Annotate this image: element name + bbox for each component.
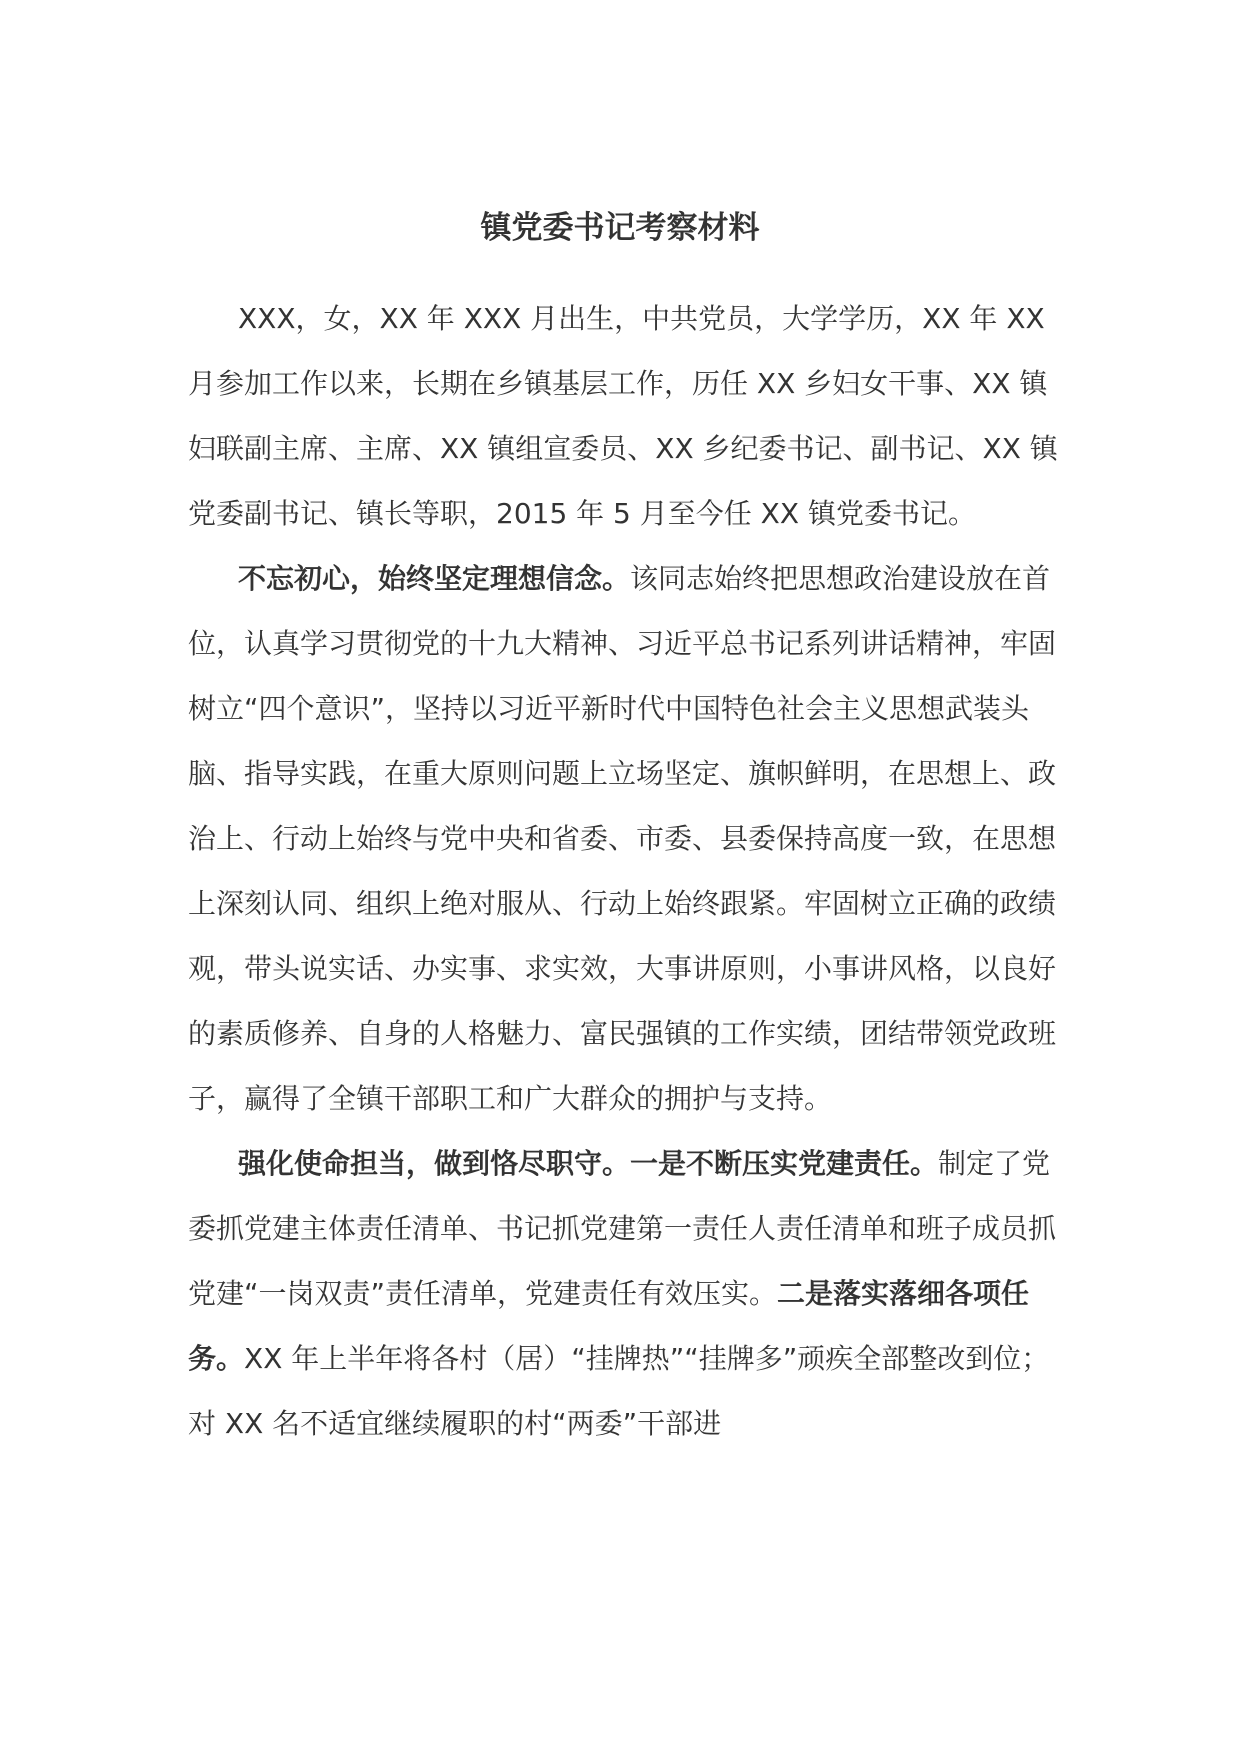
paragraph-mission (188, 1131, 1060, 1456)
document-title: 镇党委书记考察材料 (480, 210, 760, 246)
paragraph-subheading: 二是落实落细各项任务。 (188, 1277, 1030, 1375)
paragraph-ideals (188, 546, 1060, 1131)
paragraph-text: 制定了党委抓党建主体责任清单、书记抓党建第一责任人责任清单和班子成员抓党建“一岗双责”责任清单，党建责任有效压实。 (188, 1147, 1057, 1310)
paragraph-heading: 强化使命担当，做到恪尽职守。一是不断压实党建责任。 (238, 1147, 939, 1180)
paragraph-text: 该同志始终把思想政治建设放在首位，认真学习贯彻党的十九大精神、习近平总书记系列讲话精神，牢固树立“四个意识”，坚持以习近平新时代中国特色社会主义思想武装头脑、指导实践，在重大原则问题上立场坚定、旗帜鲜明，在思想上、政治上、行动上始终与党中央和省委、市委、县委保持高度一致，在思想上深刻认同、组织上绝对服从、行动上始终跟紧。牢固树立正确的政绩观，带头说实话、办实事、求实效，大事讲原则，小事讲风格，以良好的素质修养、自身的人格魅力、富民强镇的工作实绩，团结带领党政班子，赢得了全镇干部职工和广大群众的拥护与支持。 (188, 562, 1057, 1115)
paragraph-heading: 不忘初心，始终坚定理想信念。 (238, 562, 631, 595)
paragraph-text: XXX，女，XX 年 XXX 月出生，中共党员，大学学历，XX 年 XX 月参加工作以来，长期在乡镇基层工作，历任 XX 乡妇女干事、XX 镇妇联副主席、主席、XX 镇组宣委员、XX 乡纪委书记、副书记、XX 镇党委副书记、镇长等职，2015 年 5 月至今任 XX 镇党委书记。 (188, 302, 1058, 530)
paragraph-text: XX 年上半年将各村（居）“挂牌热”“挂牌多”顽疾全部整改到位；对 XX 名不适宜继续履职的村“两委”干部进 (188, 1342, 1050, 1440)
paragraph-intro (188, 286, 1060, 546)
document-body (188, 286, 1060, 1456)
